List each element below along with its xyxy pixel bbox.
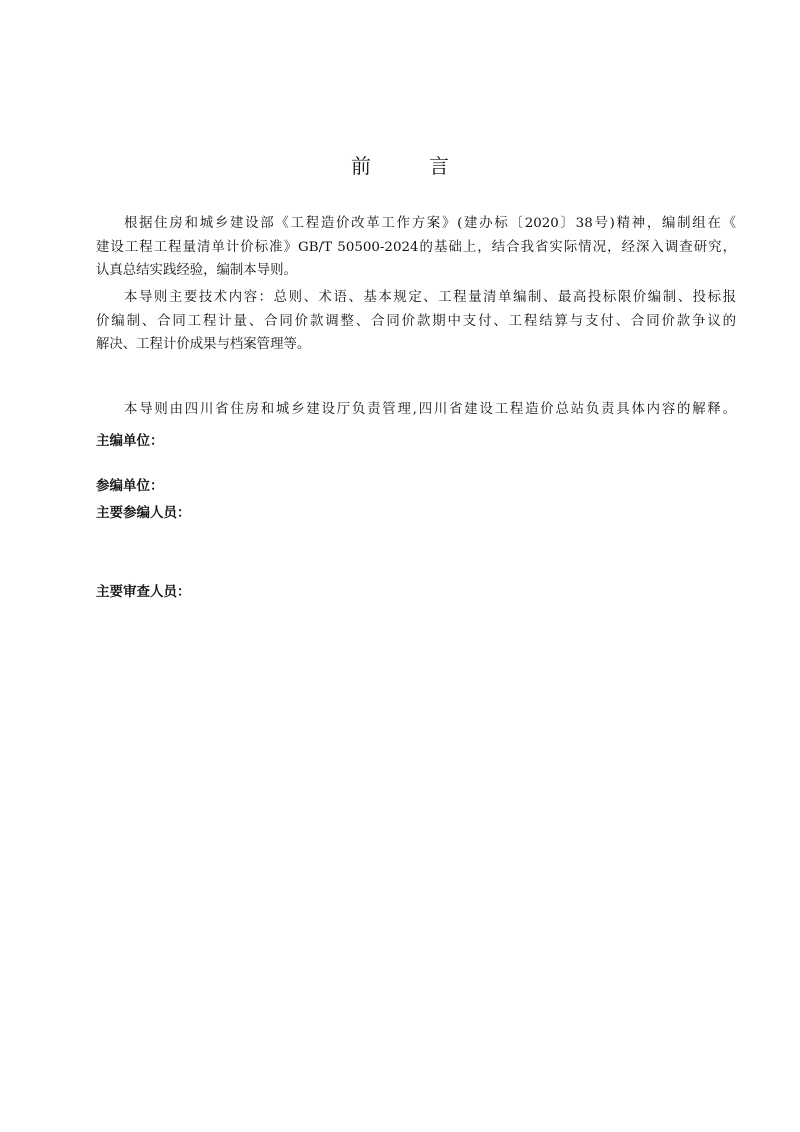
main-reviewers-label: 主要审查人员： (96, 584, 191, 600)
paragraph-background (96, 212, 736, 283)
paragraph-line: 根据住房和城乡建设部《工程造价改革工作方案》(建办标〔2020〕38号)精神，编制组在《 (124, 216, 736, 231)
paragraph-line: 价编制、合同工程计量、合同价款调整、合同价款期中支付、工程结算与支付、合同价款争议的 (96, 313, 736, 329)
paragraph-line: 认真总结实践经验，编制本导则。 (96, 263, 297, 278)
paragraph-line: 本导则主要技术内容：总则、术语、基本规定、工程量清单编制、最高投标限价编制、投标报 (124, 290, 736, 305)
paragraph-management: 本导则由四川省住房和城乡建设厅负责管理,四川省建设工程造价总站负责具体内容的解释。 (124, 402, 736, 417)
paragraph-contents (96, 286, 736, 357)
title-char-left: 前 (351, 154, 371, 178)
paragraph-line: 建设工程工程量清单计价标准》GB/T 50500-2024的基础上，结合我省实际情况，经深入调查研究， (96, 239, 736, 255)
main-participants-label: 主要参编人员： (96, 505, 191, 521)
paragraph-line: 解决、工程计价成果与档案管理等。 (96, 337, 311, 352)
title-char-right: 言 (429, 154, 449, 178)
page-title (0, 152, 800, 180)
chief-unit-label: 主编单位： (96, 433, 164, 449)
participating-unit-label: 参编单位： (96, 478, 164, 494)
